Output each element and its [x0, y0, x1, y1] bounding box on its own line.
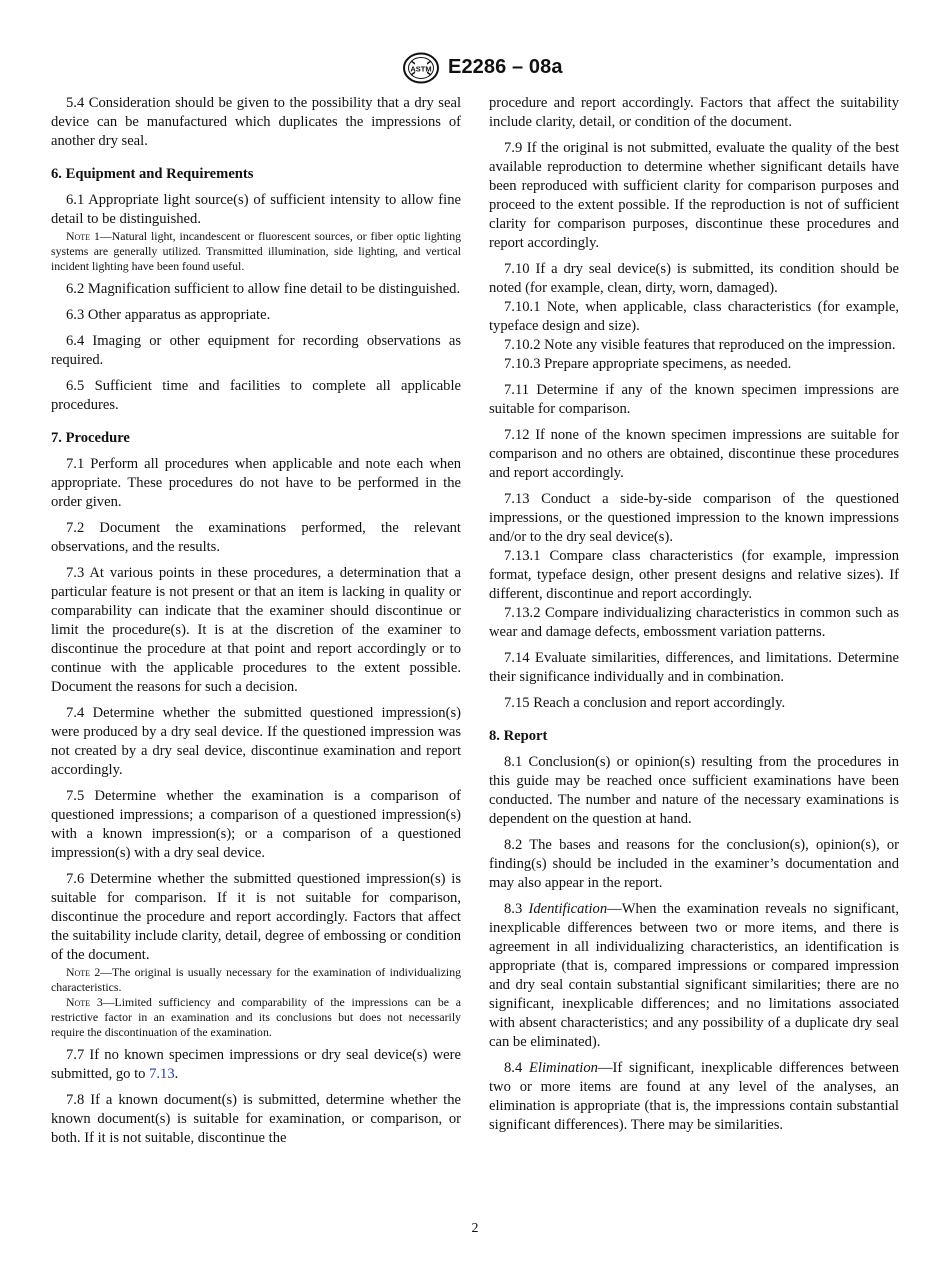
page-number: 2 [471, 1221, 479, 1236]
note [51, 229, 461, 273]
paragraph: 6.4 Imaging or other equipment for recording observations as required. [51, 333, 461, 369]
paragraph: 7.13.1 Compare class characteristics (for example, impression format, typeface design, other present designs and relative sizes). If different, discontinue and report accordingly. [489, 548, 899, 602]
note-label: Note [66, 965, 91, 980]
paragraph: 7.12 If none of the known specimen impressions are suitable for comparison and no others are obtained, discontinue these procedures and report accordingly. [489, 427, 899, 481]
paragraph: 7.10.3 Prepare appropriate specimens, as needed. [504, 356, 792, 372]
paragraph-text: 7.7 If no known specimen impressions or dry seal device(s) were submitted, go to [51, 1047, 461, 1083]
paragraph [489, 900, 899, 1052]
paragraph-number: 8.4 [504, 1060, 529, 1076]
paragraph-number: 8.3 [504, 901, 529, 917]
note [51, 965, 461, 995]
paragraph: 8.2 The bases and reasons for the conclusion(s), opinion(s), or finding(s) should be included in the examiner’s documentation and may also appear in the report. [489, 837, 899, 891]
term-italic: Identification [528, 901, 608, 917]
paragraph: procedure and report accordingly. Factors that affect the suitability include clarity, detail, or condition of the document. [489, 95, 899, 130]
section-heading: 7. Procedure [51, 430, 130, 447]
paragraph: 6.5 Sufficient time and facilities to complete all applicable procedures. [51, 378, 461, 414]
paragraph-text: —If significant, inexplicable differences between two or more items are found at any level of the analyses, an elimination is appropriate (that is, the impressions contain substantial significant differences). There may be similarities. [489, 1060, 899, 1133]
right-column [489, 94, 899, 1142]
paragraph: 6.1 Appropriate light source(s) of sufficient intensity to allow fine detail to be distinguished. [51, 192, 461, 227]
document-code: E2286 – 08a [448, 56, 563, 78]
paragraph-text: —When the examination reveals no significant, inexplicable differences between two or more items, and there is agreement in all individualizing characteristics, an identification is appropriate (that is, compared impressions or compared impression and dry seal contain substantial significant similarities; there are no significant, inexplicable differences; and no limitations associated with absent characteristics; and any possibility of a duplicate dry seal can be eliminated). [489, 901, 899, 1050]
paragraph: 7.8 If a known document(s) is submitted, determine whether the known document(s) is suitable for examination, or comparison, or both. If it is not suitable, discontinue the [51, 1092, 461, 1147]
page-header [0, 52, 950, 86]
paragraph-text: . [174, 1066, 179, 1083]
note-text: 3—Limited sufficiency and comparability of the impressions can be a restrictive factor in an examination and its conclusions but does not necessarily require the discontinuation of the examination. [51, 994, 461, 1039]
paragraph: 7.10 If a dry seal device(s) is submitted, its condition should be noted (for example, clean, dirty, worn, damaged). [489, 261, 899, 296]
note-text: 1—Natural light, incandescent or fluorescent sources, or fiber optic lighting systems are generally utilized. Transmitted illumination, side lighting, and vertical incident lighting have been found useful. [51, 229, 461, 273]
note [51, 995, 461, 1039]
paragraph: 7.10.1 Note, when applicable, class characteristics (for example, typeface design and size). [489, 299, 899, 334]
paragraph: 5.4 Consideration should be given to the possibility that a dry seal device can be manufactured which duplicates the impressions of another dry seal. [51, 95, 461, 149]
left-column [51, 94, 461, 1155]
astm-logo-icon [402, 52, 440, 84]
section-heading: 8. Report [489, 728, 548, 744]
paragraph: 6.3 Other apparatus as appropriate. [66, 307, 271, 324]
note-label: Note [66, 229, 91, 243]
paragraph: 7.10.2 Note any visible features that reproduced on the impression. [504, 337, 896, 353]
paragraph: 7.13 Conduct a side-by-side comparison of the questioned impressions, or the questioned impression to the known impressions and/or to the dry seal device(s). [489, 491, 899, 545]
paragraph: 7.2 Document the examinations performed, the relevant observations, and the results. [51, 520, 461, 556]
note-text: 2—The original is usually necessary for the examination of individualizing characteristics. [51, 965, 461, 995]
paragraph [489, 1059, 899, 1135]
paragraph: 7.14 Evaluate similarities, differences, and limitations. Determine their significance individually and in combination. [489, 650, 899, 685]
term-italic: Elimination [529, 1060, 598, 1076]
paragraph: 7.5 Determine whether the examination is a comparison of questioned impressions; a comparison of a questioned impression(s) with a known impression(s); or a comparison of a questioned impression(s) with a dry seal device. [51, 788, 461, 862]
paragraph: 7.6 Determine whether the submitted questioned impression(s) is suitable for comparison. If it is not suitable for comparison, discontinue the procedure and report accordingly. Factors that affect the suitability include clarity, detail, degree of embossing or condition of the document. [51, 871, 461, 964]
section-link[interactable]: 7.13 [149, 1066, 175, 1083]
paragraph: 6.2 Magnification sufficient to allow fine detail to be distinguished. [66, 281, 461, 298]
paragraph: 7.15 Reach a conclusion and report accordingly. [504, 695, 786, 711]
paragraph: 7.13.2 Compare individualizing characteristics in common such as wear and damage defects, embossment variation patterns. [489, 605, 899, 640]
note-label: Note [66, 994, 91, 1009]
astm-logo-text: ASTM [410, 64, 432, 74]
paragraph: 7.4 Determine whether the submitted questioned impression(s) were produced by a dry seal device. If the questioned impression was not created by a dry seal device, discontinue examination and report accordingly. [51, 705, 461, 779]
section-heading: 6. Equipment and Requirements [51, 166, 254, 182]
paragraph [51, 1046, 461, 1084]
paragraph: 8.1 Conclusion(s) or opinion(s) resulting from the procedures in this guide may be reached once sufficient examinations have been conducted. The number and nature of the necessary examinations is dependent on the question at hand. [489, 754, 899, 827]
paragraph: 7.9 If the original is not submitted, evaluate the quality of the best available reproduction to determine whether significant details have been reproduced with sufficient clarity for comparison purposes and proceed to the extent possible. If the reproduction is not of sufficient clarity for comparison purposes, discontinue these procedures and report accordingly. [489, 140, 899, 251]
paragraph: 7.1 Perform all procedures when applicable and note each when appropriate. These procedures do not have to be performed in the order given. [51, 456, 461, 511]
paragraph: 7.3 At various points in these procedures, a determination that a particular feature is not present or that an item is lacking in quality or comparability can indicate that the examiner should discontinue or limit the procedure(s). It is at the discretion of the examiner to discontinue the procedure at that point and report accordingly or to continue with the applicable procedures to the extent possible. Document the reasons for such a decision. [51, 565, 461, 696]
paragraph: 7.11 Determine if any of the known specimen impressions are suitable for comparison. [489, 382, 899, 417]
